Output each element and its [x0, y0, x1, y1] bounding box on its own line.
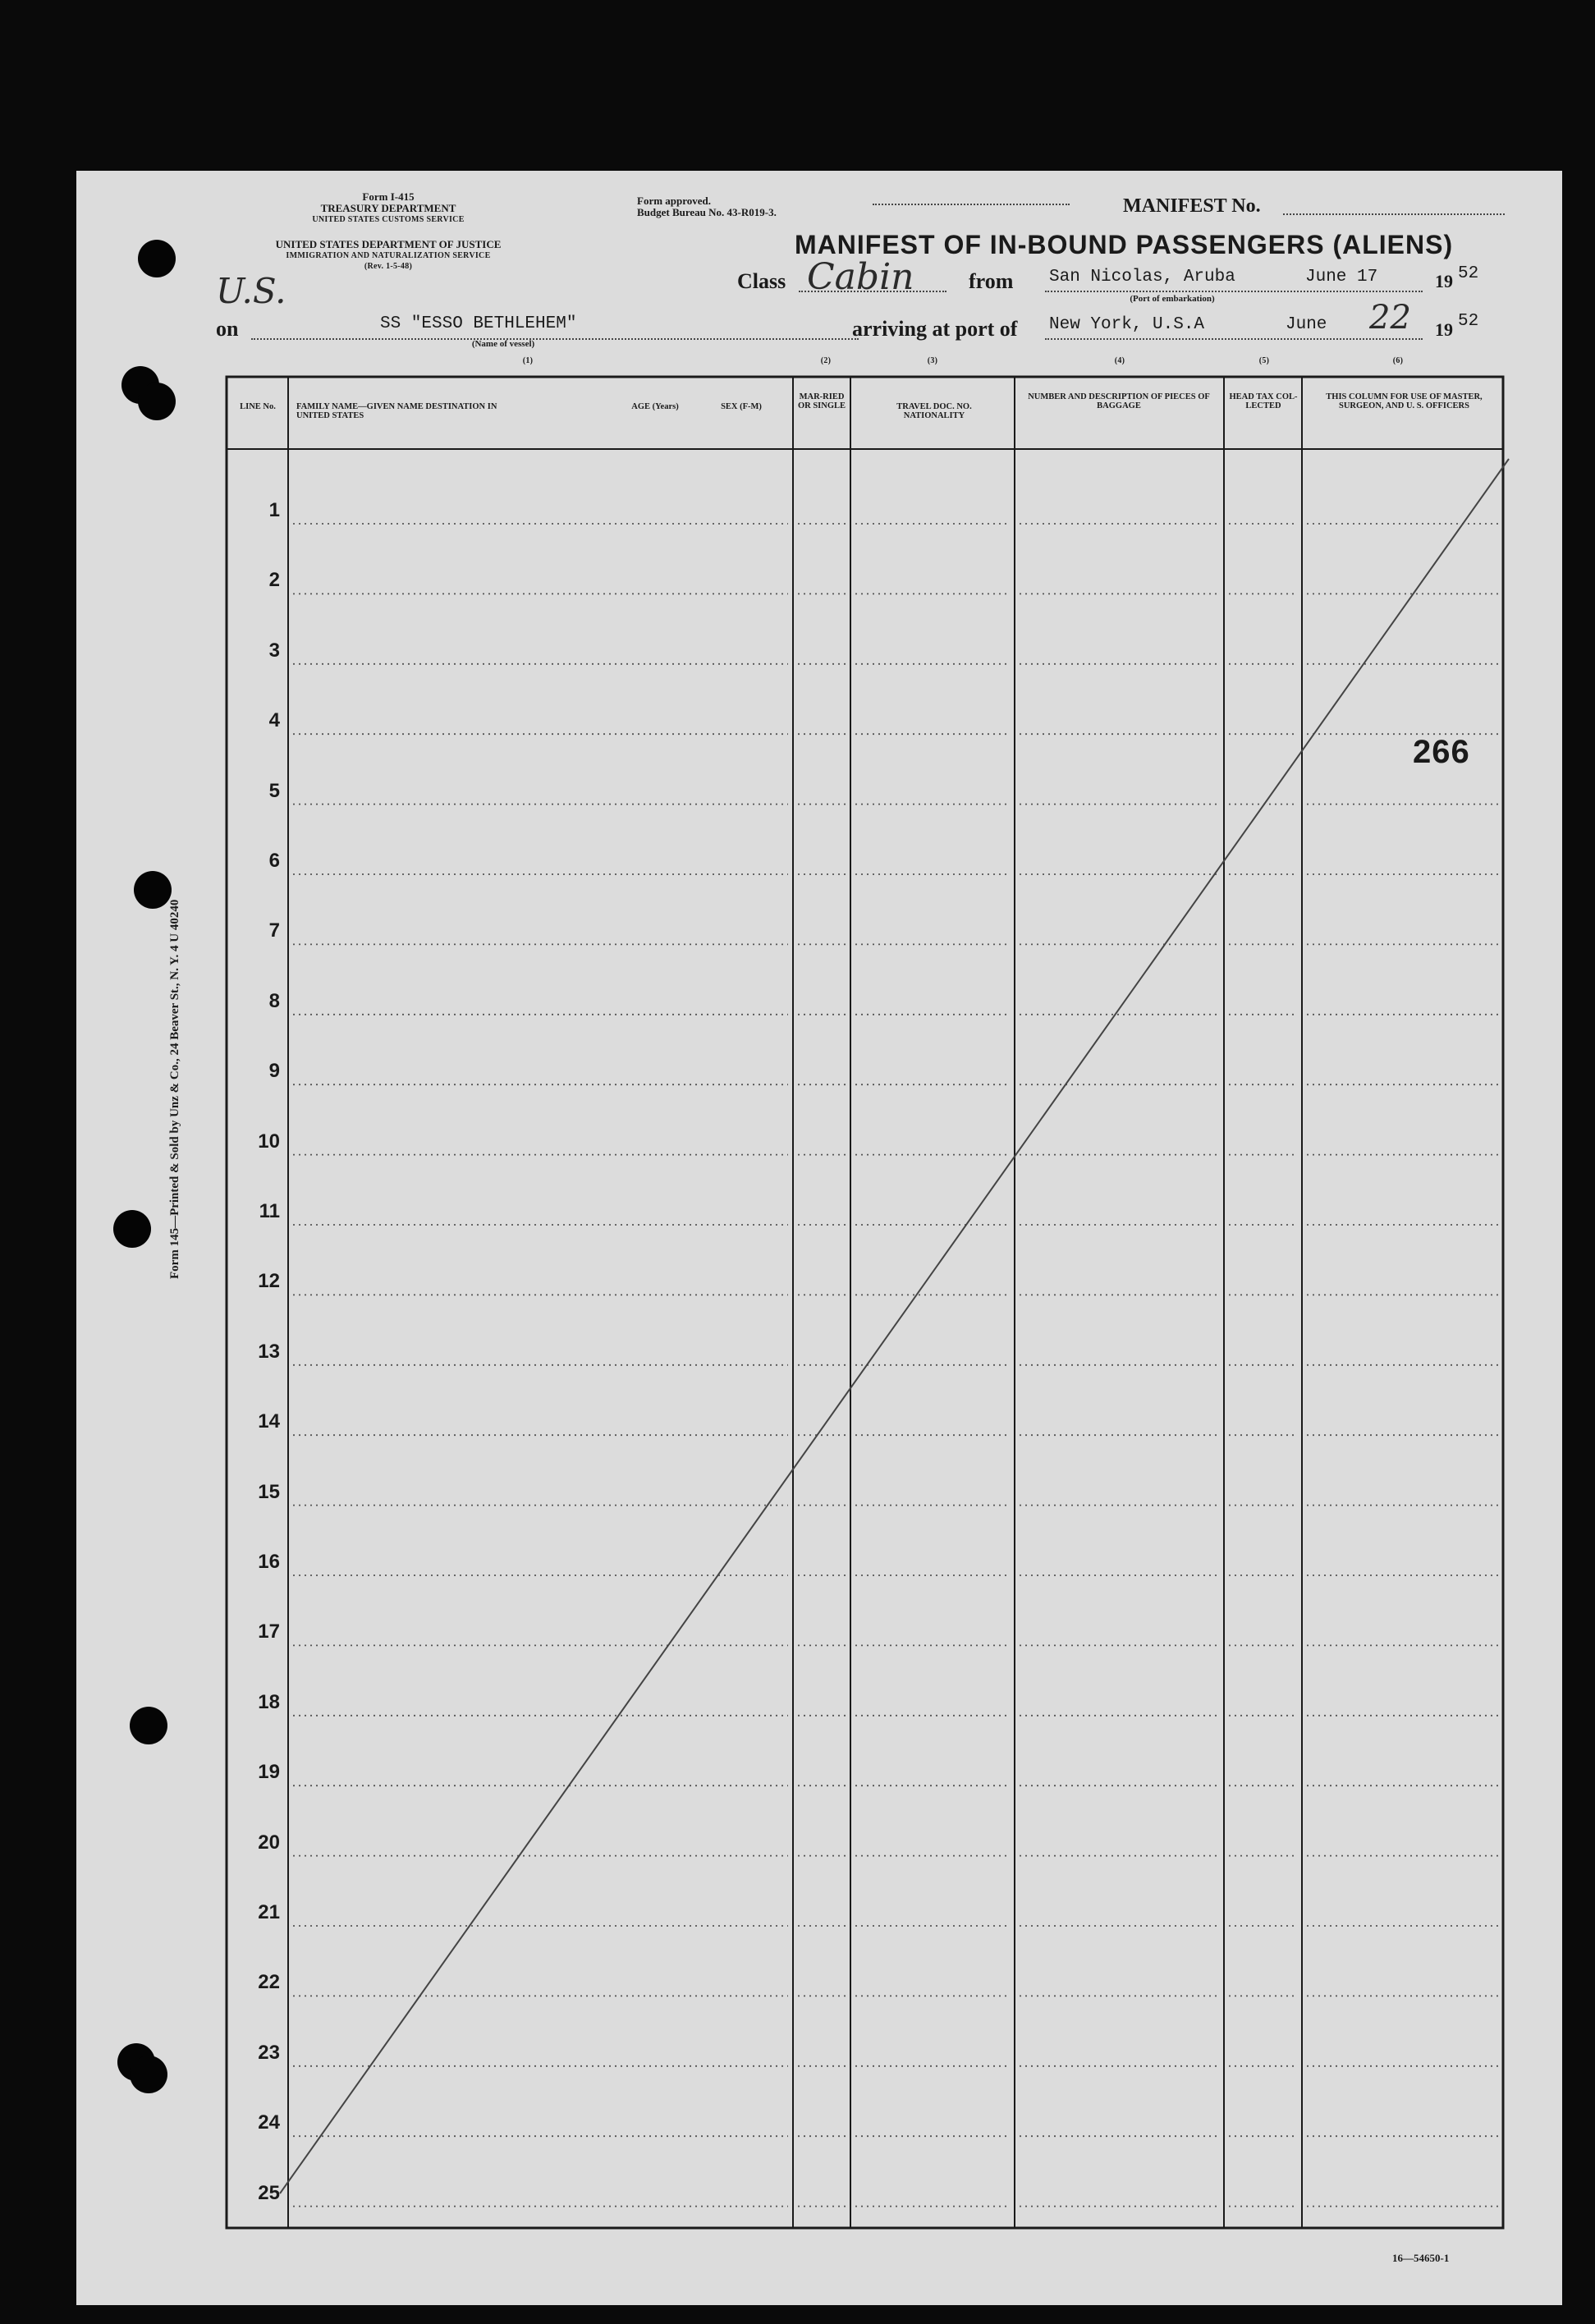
col-age: AGE (Years) [631, 402, 679, 411]
col-num-6: (6) [1392, 356, 1404, 365]
punch-hole [138, 240, 176, 277]
row-number: 1 [268, 499, 280, 521]
arrival-year: 52 [1458, 312, 1479, 331]
manifest-no-label: MANIFEST No. [1123, 195, 1261, 217]
embark-date: June 17 [1305, 268, 1378, 286]
row-number: 6 [268, 850, 280, 872]
col-officers: THIS COLUMN FOR USE OF MASTER, SURGEON, AND U. S. OFFICERS [1326, 392, 1483, 410]
row-number: 20 [258, 1831, 280, 1854]
col-name: FAMILY NAME—GIVEN NAME DESTINATION IN UNITED STATES [296, 402, 497, 420]
col-num-5: (5) [1258, 356, 1270, 365]
revision: (Rev. 1-5-48) [364, 262, 413, 271]
row-number: 3 [268, 639, 280, 662]
page-title: MANIFEST OF IN-BOUND PASSENGERS (ALIENS) [795, 230, 1454, 259]
embark-year: 52 [1458, 264, 1479, 283]
vessel-name: SS "ESSO BETHLEHEM" [380, 314, 577, 333]
col-line-no: LINE No. [240, 402, 276, 411]
budget-bureau: Budget Bureau No. 43-R019-3. [637, 206, 777, 218]
row-number: 24 [258, 2111, 280, 2134]
col-baggage: NUMBER AND DESCRIPTION OF PIECES OF BAGGAGE [1028, 392, 1210, 410]
row-number: 2 [268, 569, 280, 592]
customs-service: UNITED STATES CUSTOMS SERVICE [312, 215, 465, 224]
row-number: 25 [258, 2181, 280, 2204]
row-number: 9 [268, 1060, 280, 1083]
row-number: 23 [258, 2041, 280, 2064]
manifest-table [76, 171, 1562, 2305]
row-number: 22 [258, 1971, 280, 1994]
arrival-day: 22 [1369, 299, 1411, 337]
row-number: 7 [268, 919, 280, 942]
class-value: Cabin [807, 256, 914, 298]
col-married: MAR-RIED OR SINGLE [797, 392, 846, 410]
row-number: 10 [258, 1130, 280, 1153]
arriving-label: arriving at port of [852, 317, 1018, 341]
from-label: from [969, 269, 1014, 293]
row-number: 11 [259, 1200, 280, 1222]
arrival-port: New York, U.S.A [1049, 315, 1205, 334]
row-number: 13 [258, 1340, 280, 1363]
row-number: 18 [258, 1690, 280, 1713]
row-number: 15 [258, 1480, 280, 1503]
row-number: 16 [258, 1551, 280, 1573]
punch-hole [130, 1707, 167, 1744]
col-travel: TRAVEL DOC. NO. NATIONALITY [896, 402, 972, 420]
on-label: on [216, 317, 239, 341]
manifest-page [76, 171, 1562, 2305]
row-number: 5 [268, 779, 280, 802]
class-label: Class [737, 269, 786, 293]
row-number: 12 [258, 1270, 280, 1293]
vessel-caption: (Name of vessel) [471, 339, 535, 349]
form-approved: Form approved. [637, 195, 712, 207]
ins-service: IMMIGRATION AND NATURALIZATION SERVICE [286, 251, 491, 260]
col-num-1: (1) [522, 356, 534, 365]
footer-code: 16—54650-1 [1392, 2252, 1450, 2264]
justice-dept: UNITED STATES DEPARTMENT OF JUSTICE [275, 238, 502, 250]
form-number: Form I-415 [362, 190, 415, 203]
row-number: 21 [258, 1901, 280, 1923]
col-num-3: (3) [927, 356, 938, 365]
arrival-year-prefix: 19 [1435, 319, 1453, 340]
row-number: 19 [258, 1761, 280, 1784]
punch-hole [130, 2056, 167, 2093]
col-sex: SEX (F-M) [721, 402, 762, 411]
col-num-2: (2) [820, 356, 832, 365]
col-tax: HEAD TAX COL-LECTED [1229, 392, 1298, 410]
embark-year-prefix: 19 [1435, 271, 1453, 291]
port-embark-caption: (Port of embarkation) [1130, 294, 1215, 304]
row-number: 17 [258, 1620, 280, 1643]
embark-port: San Nicolas, Aruba [1049, 268, 1235, 286]
row-number: 4 [268, 709, 280, 732]
punch-hole [134, 871, 172, 909]
row-number: 14 [258, 1410, 280, 1433]
margin-mark: U.S. [216, 271, 286, 311]
printer-imprint: Form 145—Printed & Sold by Unz & Co., 24 Beaver St., N. Y. 4 U 40240 [168, 899, 181, 1279]
arrival-date: June [1286, 315, 1327, 334]
punch-hole [113, 1210, 151, 1248]
treasury-dept: TREASURY DEPARTMENT [320, 202, 456, 214]
row-number: 8 [268, 989, 280, 1012]
stamp-number: 266 [1413, 734, 1470, 770]
col-num-4: (4) [1114, 356, 1125, 365]
punch-hole [138, 383, 176, 420]
